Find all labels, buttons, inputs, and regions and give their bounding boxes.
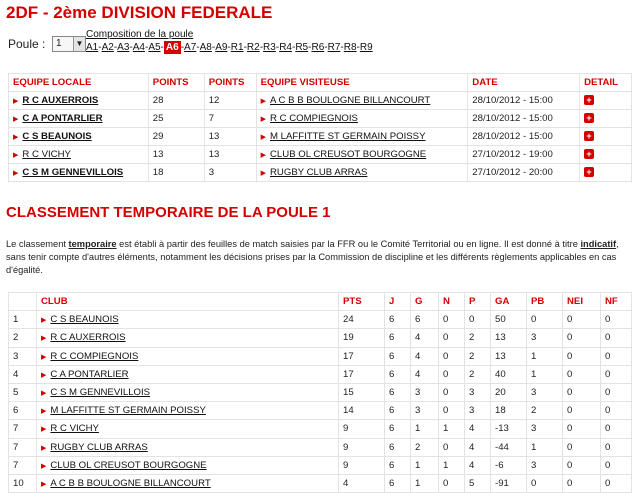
p: 2 — [465, 347, 491, 365]
points-home: 25 — [148, 110, 204, 128]
match-home-cell — [9, 128, 149, 146]
g: 1 — [411, 474, 439, 492]
nei: 0 — [563, 311, 601, 329]
club-cell — [37, 438, 339, 456]
g: 3 — [411, 402, 439, 420]
points-home: 18 — [148, 164, 204, 182]
classement-row — [9, 347, 632, 365]
col-pts: PTS — [339, 293, 385, 311]
club-cell — [37, 311, 339, 329]
n: 0 — [439, 438, 465, 456]
poule-link-separator: - — [275, 42, 280, 53]
poule-link-a7[interactable]: A7 — [184, 42, 197, 53]
poule-link-a6[interactable]: A6 — [165, 42, 179, 53]
j: 6 — [385, 474, 411, 492]
home-team-link[interactable]: C A PONTARLIER — [22, 113, 103, 124]
pts: 4 — [339, 474, 385, 492]
ga: -44 — [491, 438, 527, 456]
arrow-right-icon: ▶ — [41, 480, 47, 488]
poule-select[interactable] — [52, 36, 86, 52]
poule-link-r8[interactable]: R8 — [343, 42, 357, 53]
nei: 0 — [563, 474, 601, 492]
arrow-right-icon: ▶ — [41, 317, 47, 325]
matches-header-row — [9, 74, 632, 92]
plus-icon[interactable]: + — [584, 131, 594, 141]
arrow-right-icon: ▶ — [41, 353, 47, 361]
arrow-right-icon: ▶ — [41, 408, 47, 416]
ga: 50 — [491, 311, 527, 329]
club-cell — [37, 329, 339, 347]
ga: 40 — [491, 365, 527, 383]
poule-link-a1[interactable]: A1 — [86, 42, 99, 53]
arrow-right-icon: ▶ — [13, 98, 19, 105]
intro-keyword-indicatif: indicatif — [580, 239, 617, 249]
classement-row — [9, 420, 632, 438]
classement-row — [9, 329, 632, 347]
pb: 3 — [527, 383, 563, 401]
intro-text-3: , sans tenir compte d'autres éléments, notamment les décisions prises par la Commission de discipline et les différents règlements applicables en cas d'égalité. — [6, 239, 619, 275]
poule-link-separator: - — [129, 42, 133, 53]
match-away-cell — [256, 92, 468, 110]
match-row — [9, 92, 632, 110]
pts: 14 — [339, 402, 385, 420]
g: 4 — [411, 329, 439, 347]
col-ga: GA — [491, 293, 527, 311]
away-team-link[interactable]: M LAFFITTE ST GERMAIN POISSY — [270, 131, 426, 142]
poule-link-a8[interactable]: A8 — [199, 42, 212, 53]
pb: 3 — [527, 329, 563, 347]
p: 2 — [465, 329, 491, 347]
arrow-right-icon: ▶ — [41, 371, 47, 379]
rank: 7 — [9, 420, 37, 438]
arrow-right-icon: ▶ — [13, 170, 19, 177]
nei: 0 — [563, 438, 601, 456]
poule-link-separator: - — [227, 42, 231, 53]
j: 6 — [385, 311, 411, 329]
classement-intro — [6, 238, 636, 277]
nf: 0 — [601, 311, 632, 329]
pb: 3 — [527, 456, 563, 474]
poule-link-r9[interactable]: R9 — [359, 42, 373, 53]
p: 3 — [465, 402, 491, 420]
club-cell — [37, 365, 339, 383]
ga: -91 — [491, 474, 527, 492]
col-nf: NF — [601, 293, 632, 311]
page-title: 2DF - 2ème DIVISION FEDERALE — [6, 3, 273, 22]
g: 2 — [411, 438, 439, 456]
away-team-link[interactable]: RUGBY CLUB ARRAS — [270, 167, 368, 178]
nei: 0 — [563, 329, 601, 347]
j: 6 — [385, 329, 411, 347]
club-link[interactable]: C S M GENNEVILLOIS — [50, 387, 151, 399]
p: 2 — [465, 365, 491, 383]
col-p: P — [465, 293, 491, 311]
n: 0 — [439, 329, 465, 347]
classement-row — [9, 474, 632, 492]
col-n: N — [439, 293, 465, 311]
ga: 18 — [491, 402, 527, 420]
nei: 0 — [563, 365, 601, 383]
poule-link-separator: - — [324, 42, 328, 53]
poule-link-r1[interactable]: R1 — [230, 42, 244, 53]
pts: 17 — [339, 347, 385, 365]
pb: 3 — [527, 420, 563, 438]
away-team-link[interactable]: R C COMPIEGNOIS — [270, 113, 358, 124]
n: 0 — [439, 474, 465, 492]
col-pb: PB — [527, 293, 563, 311]
match-home-cell — [9, 164, 149, 182]
home-team-link[interactable]: R C VICHY — [22, 149, 71, 160]
pb: 1 — [527, 438, 563, 456]
g: 1 — [411, 456, 439, 474]
rank: 1 — [9, 311, 37, 329]
club-link[interactable]: R C VICHY — [50, 423, 99, 435]
nei: 0 — [563, 383, 601, 401]
arrow-right-icon: ▶ — [13, 116, 19, 123]
poule-link-r7[interactable]: R7 — [327, 42, 341, 53]
arrow-right-icon: ▶ — [41, 390, 47, 398]
poule-link-a9[interactable]: A9 — [215, 42, 228, 53]
poule-link-separator: - — [160, 42, 164, 53]
classement-row — [9, 311, 632, 329]
intro-text-2: est établi à partir des feuilles de match saisies par la FFR ou le Comité Territorial ou en ligne. Il est donné à titre — [116, 239, 581, 249]
arrow-right-icon: ▶ — [260, 170, 266, 177]
poule-link-a2[interactable]: A2 — [101, 42, 114, 53]
detail-cell — [580, 110, 632, 128]
club-link[interactable]: R C AUXERROIS — [50, 332, 126, 344]
nf: 0 — [601, 383, 632, 401]
poule-link-r3[interactable]: R3 — [263, 42, 276, 53]
poule-link-separator: - — [356, 42, 360, 53]
arrow-right-icon: ▶ — [260, 116, 266, 123]
rank: 5 — [9, 383, 37, 401]
classement-header-row — [9, 293, 632, 311]
match-home-cell — [9, 146, 149, 164]
match-row — [9, 128, 632, 146]
p: 3 — [465, 383, 491, 401]
detail-cell — [580, 92, 632, 110]
home-team-link[interactable]: R C AUXERROIS — [22, 95, 99, 106]
points-away: 13 — [204, 146, 256, 164]
classement-row — [9, 383, 632, 401]
pb: 2 — [527, 402, 563, 420]
nf: 0 — [601, 456, 632, 474]
points-away: 12 — [204, 92, 256, 110]
match-date: 27/10/2012 - 19:00 — [468, 146, 580, 164]
poule-link-separator: - — [180, 42, 185, 53]
club-link[interactable]: CLUB OL CREUSOT BOURGOGNE — [50, 459, 207, 471]
col-points-away: POINTS — [204, 74, 256, 92]
detail-cell — [580, 164, 632, 182]
classement-row — [9, 402, 632, 420]
nf: 0 — [601, 474, 632, 492]
pb: 0 — [527, 311, 563, 329]
plus-icon[interactable]: + — [584, 167, 594, 177]
poule-link-separator: - — [340, 42, 344, 53]
plus-icon[interactable]: + — [584, 95, 594, 105]
poule-link-separator: - — [113, 42, 118, 53]
nei: 0 — [563, 402, 601, 420]
p: 5 — [465, 474, 491, 492]
rank: 7 — [9, 456, 37, 474]
club-cell — [37, 402, 339, 420]
g: 4 — [411, 365, 439, 383]
col-nei: NEI — [563, 293, 601, 311]
nei: 0 — [563, 420, 601, 438]
detail-cell — [580, 128, 632, 146]
chevron-down-icon: ▼ — [73, 37, 85, 51]
poule-link-separator: - — [144, 42, 149, 53]
club-link[interactable]: C S BEAUNOIS — [50, 314, 119, 326]
club-link[interactable]: A C B B BOULOGNE BILLANCOURT — [50, 477, 211, 489]
n: 1 — [439, 456, 465, 474]
classement-table — [8, 292, 632, 493]
detail-cell — [580, 146, 632, 164]
match-row — [9, 146, 632, 164]
pts: 17 — [339, 365, 385, 383]
arrow-right-icon: ▶ — [41, 426, 47, 434]
j: 6 — [385, 383, 411, 401]
j: 6 — [385, 402, 411, 420]
ga: -6 — [491, 456, 527, 474]
ga: 13 — [491, 329, 527, 347]
classement-row — [9, 456, 632, 474]
club-link[interactable]: C A PONTARLIER — [50, 368, 129, 380]
club-cell — [37, 383, 339, 401]
col-date: DATE — [468, 74, 580, 92]
poule-link-r2[interactable]: R2 — [246, 42, 260, 53]
points-away: 3 — [204, 164, 256, 182]
poule-link-separator: - — [196, 42, 200, 53]
arrow-right-icon: ▶ — [13, 134, 19, 141]
match-date: 28/10/2012 - 15:00 — [468, 92, 580, 110]
j: 6 — [385, 456, 411, 474]
points-away: 13 — [204, 128, 256, 146]
club-cell — [37, 474, 339, 492]
poule-link-r5[interactable]: R5 — [295, 42, 309, 53]
pb: 0 — [527, 474, 563, 492]
match-away-cell — [256, 128, 468, 146]
rank: 2 — [9, 329, 37, 347]
arrow-right-icon: ▶ — [41, 444, 47, 452]
g: 6 — [411, 311, 439, 329]
col-detail: DETAIL — [580, 74, 632, 92]
pb: 1 — [527, 365, 563, 383]
rank: 10 — [9, 474, 37, 492]
club-cell — [37, 420, 339, 438]
matches-table — [8, 73, 632, 182]
p: 0 — [465, 311, 491, 329]
col-j: J — [385, 293, 411, 311]
classement-row — [9, 365, 632, 383]
pts: 9 — [339, 456, 385, 474]
col-equipe-visiteuse: EQUIPE VISITEUSE — [256, 74, 468, 92]
arrow-right-icon: ▶ — [13, 152, 19, 159]
poule-links — [86, 42, 373, 53]
match-away-cell — [256, 110, 468, 128]
arrow-right-icon: ▶ — [41, 335, 47, 343]
points-home: 13 — [148, 146, 204, 164]
match-date: 27/10/2012 - 20:00 — [468, 164, 580, 182]
g: 3 — [411, 383, 439, 401]
j: 6 — [385, 420, 411, 438]
match-date: 28/10/2012 - 15:00 — [468, 110, 580, 128]
nf: 0 — [601, 438, 632, 456]
p: 4 — [465, 438, 491, 456]
poule-link-a3[interactable]: A3 — [117, 42, 130, 53]
poule-link-a5[interactable]: A5 — [148, 42, 161, 53]
club-cell — [37, 456, 339, 474]
ga: -13 — [491, 420, 527, 438]
col-club: CLUB — [37, 293, 339, 311]
j: 6 — [385, 438, 411, 456]
n: 0 — [439, 365, 465, 383]
home-team-link[interactable]: C S BEAUNOIS — [22, 131, 92, 142]
points-home: 29 — [148, 128, 204, 146]
g: 4 — [411, 347, 439, 365]
n: 1 — [439, 420, 465, 438]
composition-link[interactable]: Composition de la poule — [86, 29, 194, 40]
intro-text-1: Le classement — [6, 239, 69, 249]
away-team-link[interactable]: CLUB OL CREUSOT BOURGOGNE — [270, 149, 427, 160]
rank: 6 — [9, 402, 37, 420]
pts: 19 — [339, 329, 385, 347]
poule-link-separator: - — [308, 42, 312, 53]
poule-label: Poule : — [8, 37, 46, 51]
arrow-right-icon: ▶ — [41, 462, 47, 470]
g: 1 — [411, 420, 439, 438]
n: 0 — [439, 402, 465, 420]
arrow-right-icon: ▶ — [260, 98, 266, 105]
rank: 3 — [9, 347, 37, 365]
n: 0 — [439, 347, 465, 365]
pb: 1 — [527, 347, 563, 365]
club-link[interactable]: M LAFFITTE ST GERMAIN POISSY — [50, 405, 206, 417]
classement-title: CLASSEMENT TEMPORAIRE DE LA POULE 1 — [6, 204, 331, 221]
away-team-link[interactable]: A C B B BOULOGNE BILLANCOURT — [270, 95, 431, 106]
ga: 13 — [491, 347, 527, 365]
poule-link-separator: - — [98, 42, 102, 53]
p: 4 — [465, 456, 491, 474]
intro-keyword-temporaire: temporaire — [68, 239, 117, 249]
j: 6 — [385, 365, 411, 383]
pts: 15 — [339, 383, 385, 401]
points-away: 7 — [204, 110, 256, 128]
nf: 0 — [601, 420, 632, 438]
match-home-cell — [9, 92, 149, 110]
rank: 7 — [9, 438, 37, 456]
poule-link-r4[interactable]: R4 — [279, 42, 292, 53]
club-link[interactable]: R C COMPIEGNOIS — [50, 350, 139, 362]
points-home: 28 — [148, 92, 204, 110]
col-equipe-locale: EQUIPE LOCALE — [9, 74, 149, 92]
arrow-right-icon: ▶ — [260, 134, 266, 141]
home-team-link[interactable]: C S M GENNEVILLOIS — [22, 167, 124, 178]
match-away-cell — [256, 146, 468, 164]
col-rank — [9, 293, 37, 311]
arrow-right-icon: ▶ — [260, 152, 266, 159]
match-home-cell — [9, 110, 149, 128]
poule-link-separator: - — [291, 42, 296, 53]
n: 0 — [439, 383, 465, 401]
rank: 4 — [9, 365, 37, 383]
club-link[interactable]: RUGBY CLUB ARRAS — [50, 441, 148, 453]
nf: 0 — [601, 329, 632, 347]
match-away-cell — [256, 164, 468, 182]
nei: 0 — [563, 456, 601, 474]
col-g: G — [411, 293, 439, 311]
pts: 9 — [339, 438, 385, 456]
nf: 0 — [601, 365, 632, 383]
j: 6 — [385, 347, 411, 365]
poule-link-separator: - — [259, 42, 264, 53]
pts: 24 — [339, 311, 385, 329]
club-cell — [37, 347, 339, 365]
classement-row — [9, 438, 632, 456]
poule-link-separator: - — [243, 42, 247, 53]
plus-icon[interactable]: + — [584, 113, 594, 123]
match-date: 28/10/2012 - 15:00 — [468, 128, 580, 146]
nf: 0 — [601, 402, 632, 420]
poule-select-value: 1 — [56, 38, 62, 49]
p: 4 — [465, 420, 491, 438]
poule-link-r6[interactable]: R6 — [311, 42, 325, 53]
match-row — [9, 110, 632, 128]
ga: 20 — [491, 383, 527, 401]
plus-icon[interactable]: + — [584, 149, 594, 159]
poule-link-separator: - — [211, 42, 216, 53]
nei: 0 — [563, 347, 601, 365]
pts: 9 — [339, 420, 385, 438]
match-row — [9, 164, 632, 182]
n: 0 — [439, 311, 465, 329]
poule-link-a4[interactable]: A4 — [132, 42, 145, 53]
nf: 0 — [601, 347, 632, 365]
col-points-home: POINTS — [148, 74, 204, 92]
